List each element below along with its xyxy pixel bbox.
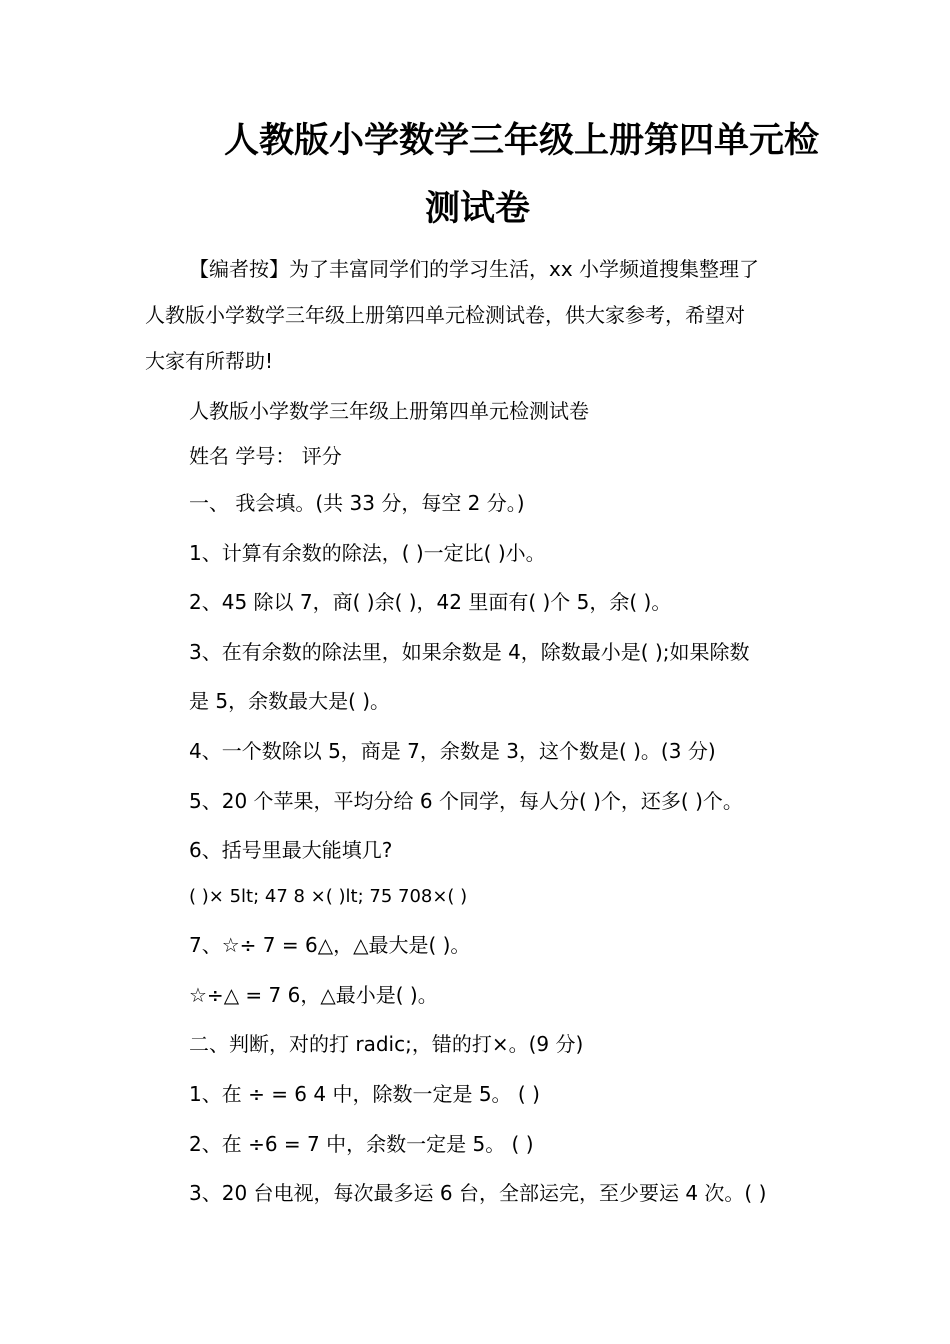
subtitle: 人教版小学数学三年级上册第四单元检测试卷 xyxy=(189,399,589,423)
judgment-2: 2、在 ÷6 = 7 中，余数一定是 5。 ( ) xyxy=(189,1132,534,1156)
question-4: 4、一个数除以 5，商是 7，余数是 3，这个数是( )。(3 分) xyxy=(189,739,716,763)
document-title-line-1: 人教版小学数学三年级上册第四单元检 xyxy=(224,121,820,161)
document-title-line-2: 测试卷 xyxy=(425,189,531,229)
question-7-line-1: 7、☆÷ 7 = 6△，△最大是( )。 xyxy=(189,933,471,957)
question-1: 1、计算有余数的除法，( )一定比( )小。 xyxy=(189,541,546,565)
question-5: 5、20 个苹果，平均分给 6 个同学，每人分( )个，还多( )个。 xyxy=(189,789,743,813)
question-2: 2、45 除以 7，商( )余( )，42 里面有( )个 5，余( )。 xyxy=(189,590,672,614)
section-heading-1: 一、 我会填。(共 33 分，每空 2 分。) xyxy=(189,491,525,515)
intro-line-3: 大家有所帮助! xyxy=(145,349,274,373)
judgment-3: 3、20 台电视，每次最多运 6 台，全部运完，至少要运 4 次。( ) xyxy=(189,1181,767,1205)
question-3-line-1: 3、在有余数的除法里，如果余数是 4，除数最小是( );如果除数 xyxy=(189,640,750,664)
intro-line-2: 人教版小学数学三年级上册第四单元检测试卷，供大家参考，希望对 xyxy=(145,303,745,327)
intro-line-1: 【编者按】为了丰富同学们的学习生活，xx 小学频道搜集整理了 xyxy=(189,257,760,281)
name-row: 姓名 学号： 评分 xyxy=(189,444,342,468)
section-heading-2: 二、判断，对的打 radic;，错的打×。(9 分) xyxy=(189,1032,584,1056)
question-6-blanks: ( )× 5lt; 47 8 ×( )lt; 75 708×( ) xyxy=(189,886,468,907)
question-7-line-2: ☆÷△ = 7 6，△最小是( )。 xyxy=(189,983,438,1007)
intro-paragraph xyxy=(145,246,810,384)
question-6: 6、括号里最大能填几? xyxy=(189,838,393,862)
question-3-line-2: 是 5，余数最大是( )。 xyxy=(189,689,391,713)
judgment-1: 1、在 ÷ = 6 4 中，除数一定是 5。 ( ) xyxy=(189,1082,540,1106)
